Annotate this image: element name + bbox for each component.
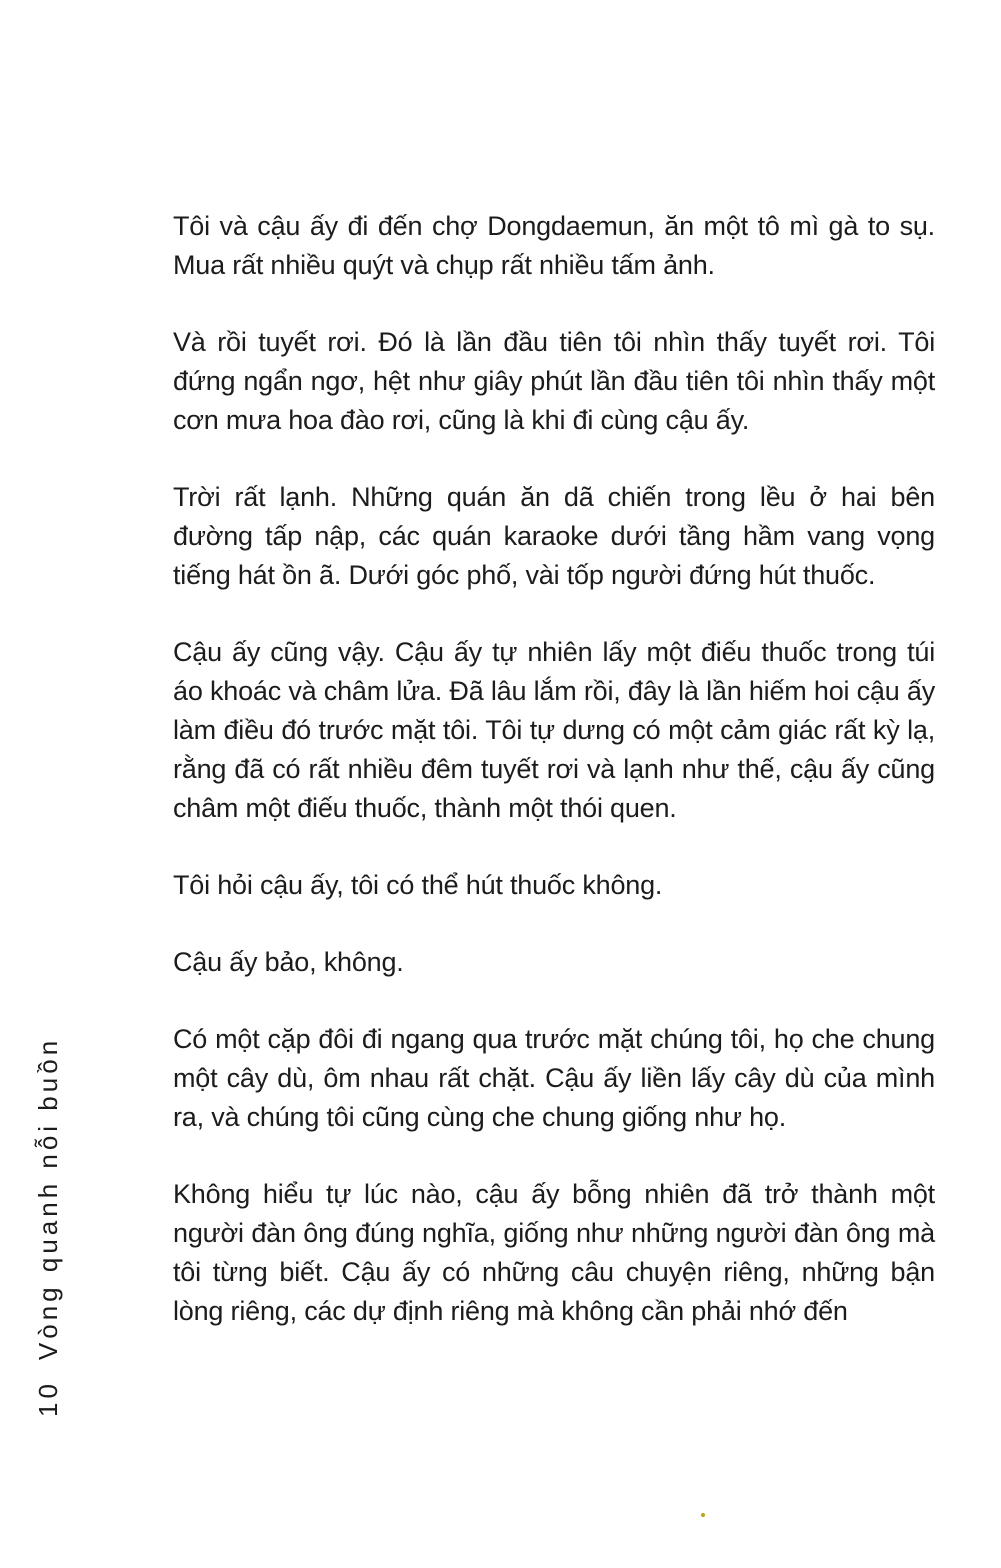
paragraph: Tôi hỏi cậu ấy, tôi có thể hút thuốc không.	[173, 870, 663, 900]
paragraph: Và rồi tuyết rơi. Đó là lần đầu tiên tôi nhìn thấy tuyết rơi. Tôi đứng ngẩn ngơ, hệt như giây phút lần đầu tiên tôi nhìn thấy một cơn mưa hoa đào rơi, cũng là khi đi cùng cậu ấy.	[173, 327, 935, 435]
book-title: Vòng quanh nỗi buồn	[33, 1036, 63, 1361]
paragraph: Tôi và cậu ấy đi đến chợ Dongdaemun, ăn một tô mì gà to sụ. Mua rất nhiều quýt và chụp rất nhiều tấm ảnh.	[173, 211, 935, 280]
paragraph: Có một cặp đôi đi ngang qua trước mặt chúng tôi, họ che chung một cây dù, ôm nhau rất chặt. Cậu ấy liền lấy cây dù của mình ra, và chúng tôi cũng cùng che chung giống như họ.	[173, 1024, 935, 1132]
running-header	[28, 1037, 68, 1417]
print-speck	[701, 1513, 705, 1517]
paragraph: Cậu ấy cũng vậy. Cậu ấy tự nhiên lấy một điếu thuốc trong túi áo khoác và châm lửa. Đã lâu lắm rồi, đây là lần hiếm hoi cậu ấy làm điều đó trước mặt tôi. Tôi tự dưng có một cảm giác rất kỳ lạ, rằng đã có rất nhiều đêm tuyết rơi và lạnh như thế, cậu ấy cũng châm một điếu thuốc, thành một thói quen.	[173, 637, 935, 823]
paragraph: Không hiểu tự lúc nào, cậu ấy bỗng nhiên đã trở thành một người đàn ông đúng nghĩa, giống như những người đàn ông mà tôi từng biết. Cậu ấy có những câu chuyện riêng, những bận lòng riêng, các dự định riêng mà không cần phải nhớ đến	[173, 1179, 935, 1326]
paragraph: Trời rất lạnh. Những quán ăn dã chiến trong lều ở hai bên đường tấp nập, các quán karaoke dưới tầng hầm vang vọng tiếng hát ồn ã. Dưới góc phố, vài tốp người đứng hút thuốc.	[173, 482, 935, 590]
page-number: 10	[33, 1380, 63, 1417]
body-text	[173, 207, 935, 1369]
paragraph: Cậu ấy bảo, không.	[173, 947, 404, 977]
